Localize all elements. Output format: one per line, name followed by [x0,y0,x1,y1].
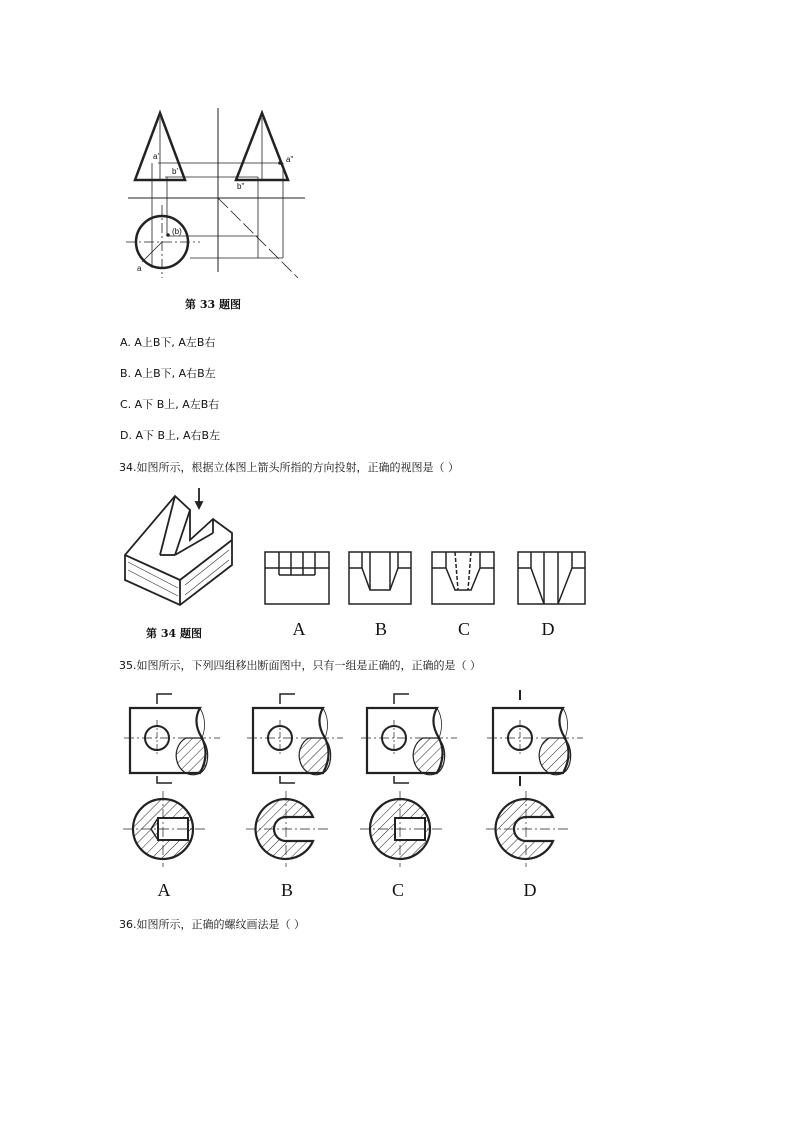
label-b-prime: b' [172,167,178,176]
q34-choice-b[interactable]: B [374,619,387,639]
q35-choice-b[interactable]: B [280,880,293,900]
q36-question: 36.如图所示，正确的螺纹画法是（ ） [119,918,305,931]
label-a: a [137,264,142,273]
q33-option-c[interactable]: C. A下 B上, A左B右 [120,398,220,411]
q33-option-a[interactable]: A. A上B下, A左B右 [120,336,216,349]
q35-question: 35.如图所示，下列四组移出断面图中，只有一组是正确的，正确的是（ ） [119,659,481,672]
q34-choice-a[interactable]: A [292,619,306,639]
q33-option-b[interactable]: B. A上B下, A右B左 [120,367,216,380]
label-a-prime: a' [153,152,159,161]
q33-caption: 第 33 题图 [185,298,241,311]
q34-question: 34.如图所示，根据立体图上箭头所指的方向投射，正确的视图是（ ） [119,461,459,474]
q33-option-d[interactable]: D. A下 B上, A右B左 [120,429,221,442]
q35-choice-a[interactable]: A [157,880,171,900]
q35-choice-d[interactable]: D [523,880,537,900]
label-b-paren: (b) [172,227,182,236]
q34-choice-d[interactable]: D [541,619,555,639]
label-a-dprime: a" [286,155,294,164]
q34-caption: 第 34 题图 [146,627,202,640]
label-b-dprime: b" [237,182,245,191]
q34-choice-c[interactable]: C [457,619,470,639]
q35-choice-c[interactable]: C [391,880,404,900]
